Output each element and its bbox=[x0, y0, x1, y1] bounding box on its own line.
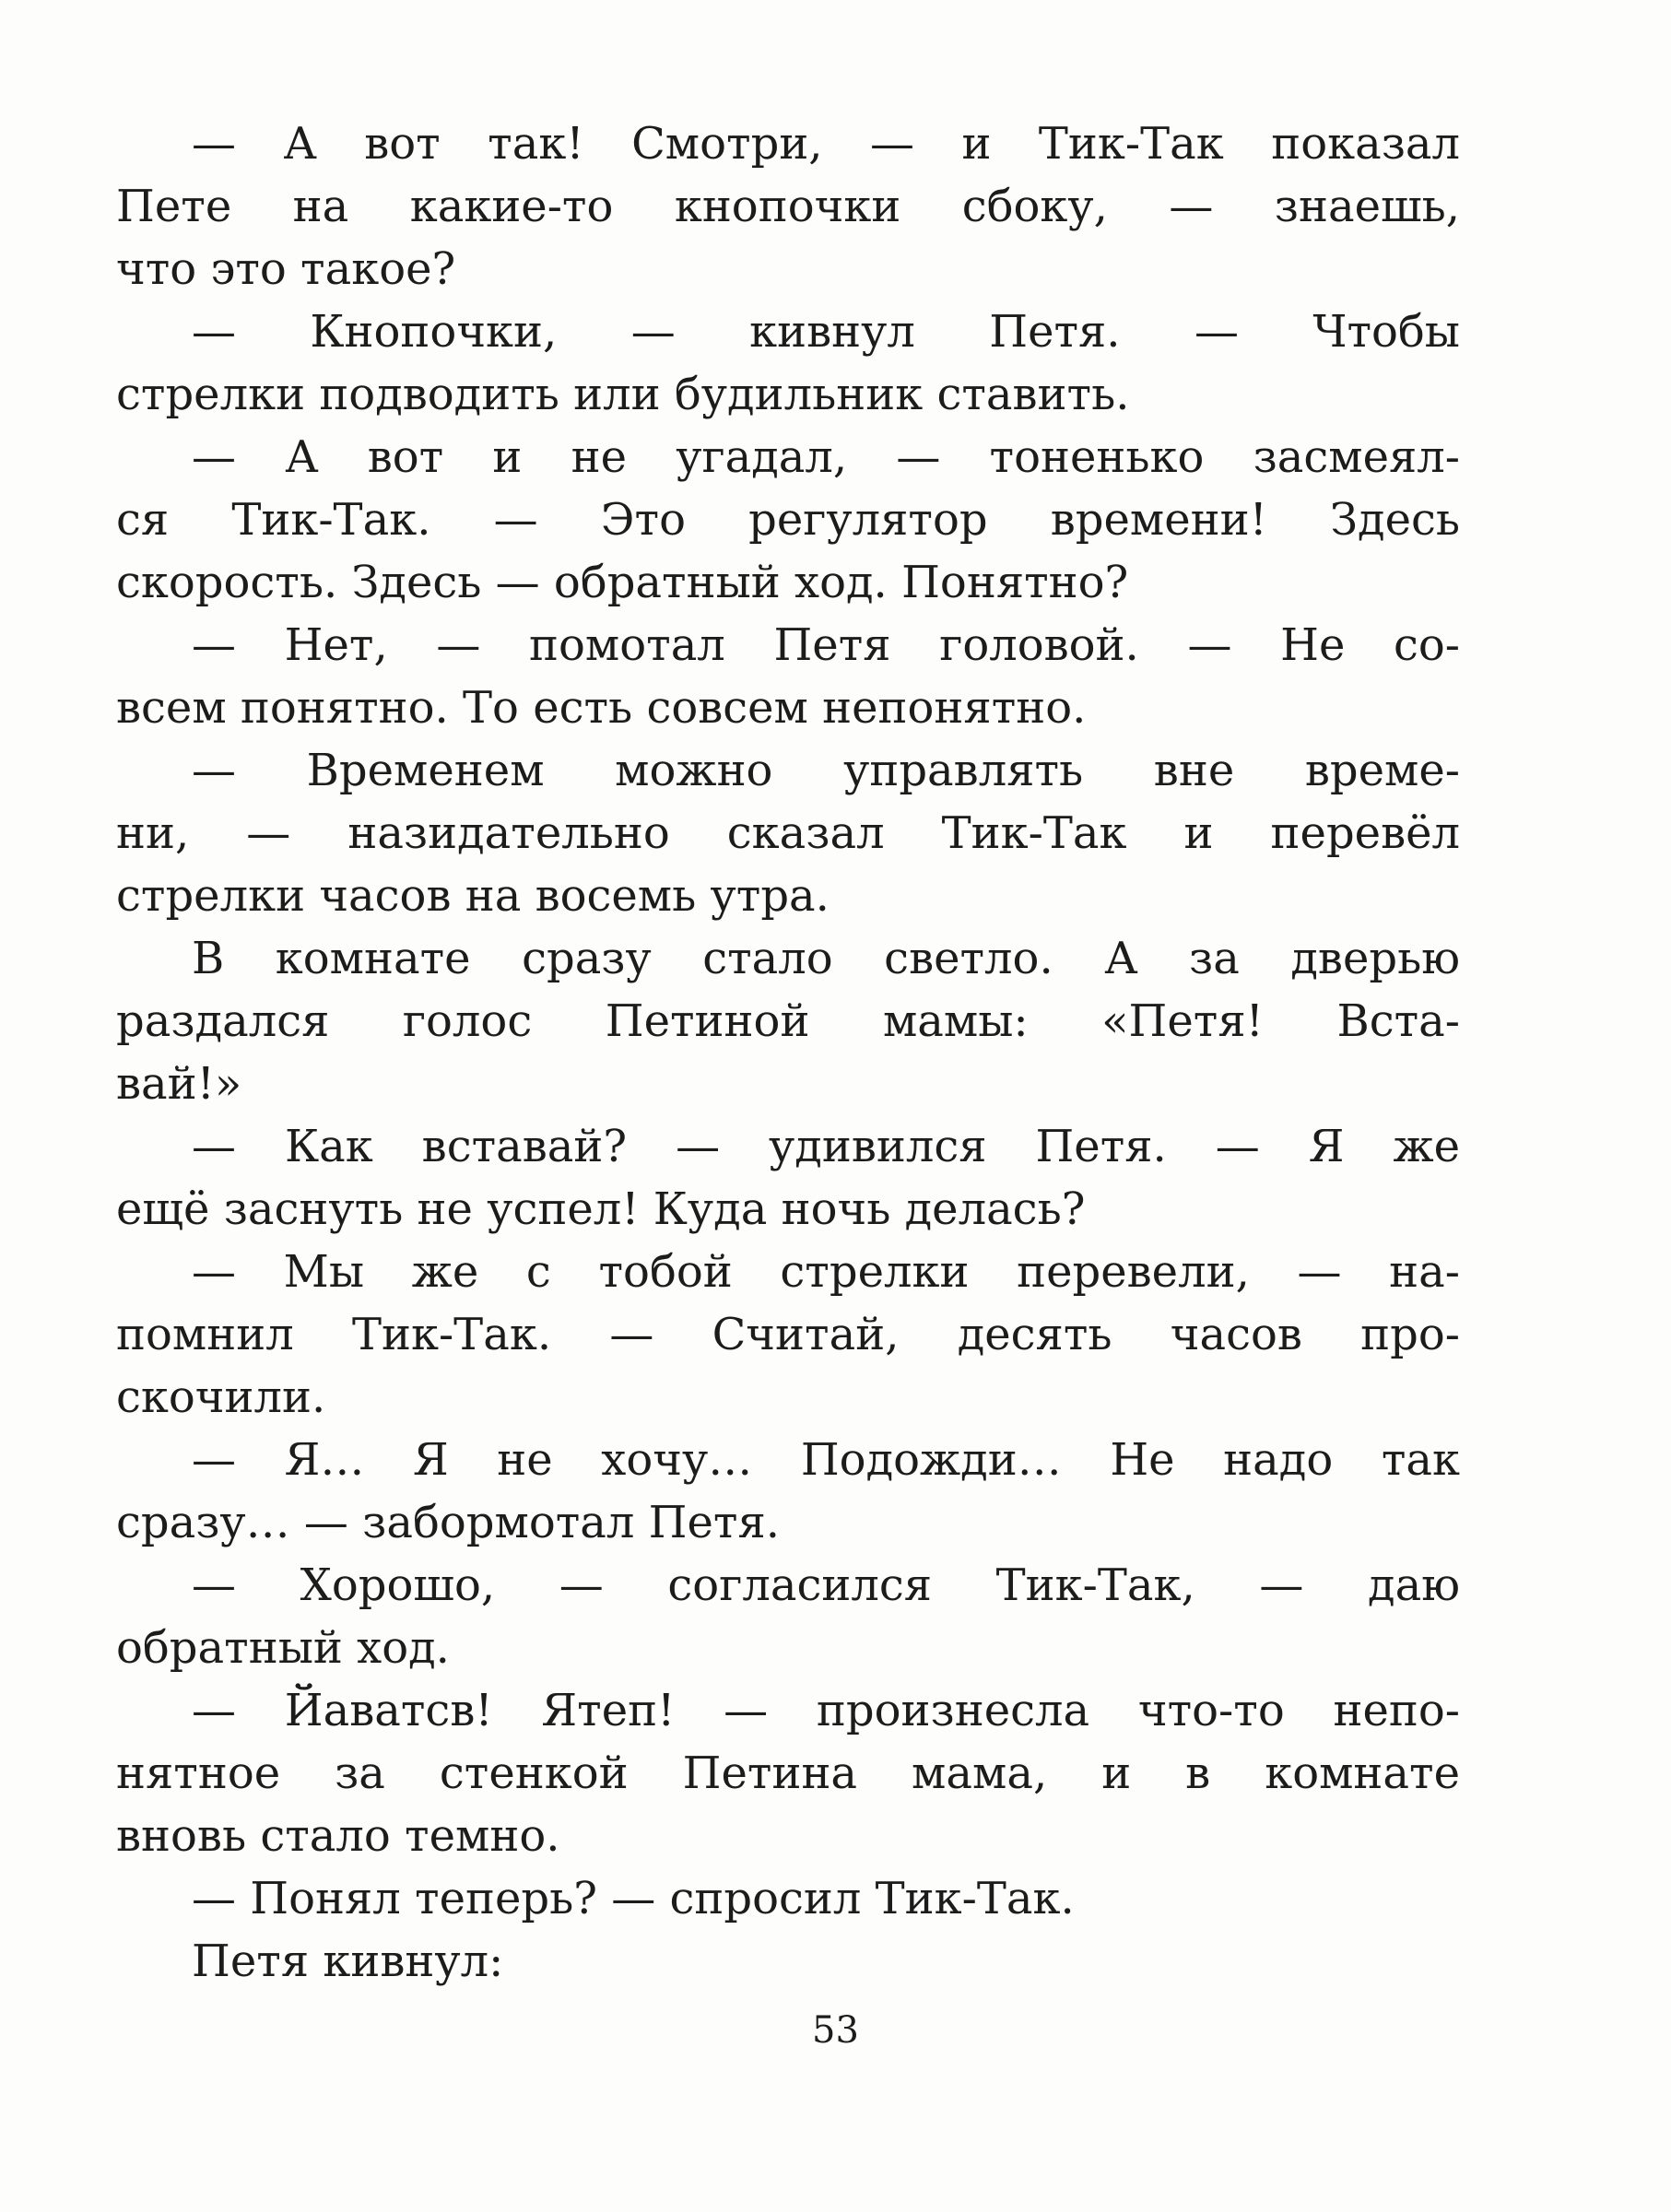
text-line: — Как вставай? — удивился Петя. — Я же bbox=[192, 1121, 1460, 1172]
text-line: — Нет, — помотал Петя головой. — Не со- bbox=[192, 619, 1460, 671]
text-line: Петя кивнул: bbox=[192, 1936, 504, 1987]
paragraph bbox=[116, 927, 1460, 1115]
text-line: В комнате сразу стало светло. А за дверью bbox=[192, 933, 1460, 984]
paragraph bbox=[116, 614, 1460, 739]
text-line: всем понятно. То есть совсем непонятно. bbox=[116, 682, 1087, 734]
text-line: раздался голос Петиной мамы: «Петя! Вста- bbox=[116, 995, 1460, 1047]
paragraph bbox=[116, 1679, 1460, 1867]
text-line: ся Тик-Так. — Это регулятор времени! Здесь bbox=[116, 494, 1460, 546]
text-line: скорость. Здесь — обратный ход. Понятно? bbox=[116, 557, 1129, 608]
text-line: — Мы же с тобой стрелки перевели, — на- bbox=[192, 1246, 1460, 1298]
text-line: что это такое? bbox=[116, 243, 456, 295]
text-line: скочили. bbox=[116, 1371, 326, 1423]
text-line: помнил Тик-Так. — Считай, десять часов про- bbox=[116, 1309, 1460, 1360]
paragraph bbox=[116, 1429, 1460, 1554]
text-line: — Понял теперь? — спросил Тик-Так. bbox=[192, 1873, 1075, 1924]
page-number: 53 bbox=[812, 2009, 859, 2052]
paragraph bbox=[116, 1115, 1460, 1241]
text-line: вновь стало темно. bbox=[116, 1810, 560, 1862]
text-line: стрелки часов на восемь утра. bbox=[116, 870, 830, 922]
text-line: — Йаватсв! Ятеп! — произнесла что-то непо- bbox=[192, 1685, 1460, 1736]
text-line: ещё заснуть не успел! Куда ночь делась? bbox=[116, 1183, 1086, 1235]
paragraph bbox=[116, 112, 1460, 300]
body-text bbox=[116, 112, 1460, 1993]
text-line: обратный ход. bbox=[116, 1622, 450, 1674]
text-line: — А вот и не угадал, — тоненько засмеял- bbox=[192, 431, 1460, 483]
text-line: ни, — назидательно сказал Тик-Так и перевёл bbox=[116, 807, 1460, 859]
paragraph bbox=[116, 426, 1460, 614]
paragraph bbox=[116, 739, 1460, 927]
text-line: стрелки подводить или будильник ставить. bbox=[116, 369, 1130, 420]
text-line: — Временем можно управлять вне време- bbox=[192, 745, 1460, 796]
paragraph bbox=[116, 1241, 1460, 1429]
paragraph bbox=[116, 1930, 1460, 1993]
paragraph bbox=[116, 1867, 1460, 1930]
text-line: — Кнопочки, — кивнул Петя. — Чтобы bbox=[192, 306, 1460, 358]
text-line: вай!» bbox=[116, 1058, 242, 1110]
text-line: сразу… — забормотал Петя. bbox=[116, 1497, 780, 1548]
text-line: нятное за стенкой Петина мама, и в комнате bbox=[116, 1747, 1460, 1799]
text-line: — А вот так! Смотри, — и Тик-Так показал bbox=[192, 118, 1460, 170]
text-line: Пете на какие-то кнопочки сбоку, — знаешь, bbox=[116, 181, 1460, 232]
paragraph bbox=[116, 1554, 1460, 1679]
text-line: — Хорошо, — согласился Тик-Так, — даю bbox=[192, 1559, 1460, 1611]
text-line: — Я… Я не хочу… Подожди… Не надо так bbox=[192, 1434, 1460, 1486]
paragraph bbox=[116, 300, 1460, 426]
